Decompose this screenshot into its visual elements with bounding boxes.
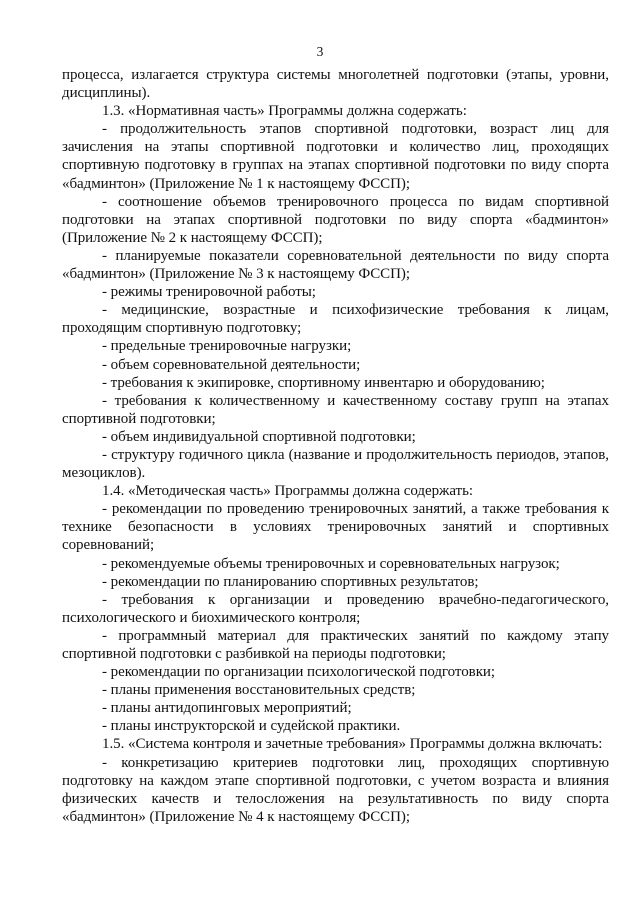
section-heading-1-3: 1.3. «Нормативная часть» Программы должна содержать: [102,103,467,120]
list-item: - планы инструкторской и судейской практики. [102,718,401,735]
list-item: - требования к количественному и качественному составу групп на этапах спортивной подготовки; [62,392,609,427]
page-number: 3 [316,44,324,59]
list-item: - программный материал для практических занятий по каждому этапу спортивной подготовки с разбивкой на периоды подготовки; [62,627,609,662]
list-item: - продолжительность этапов спортивной подготовки, возраст лиц для зачисления на этапы спортивной подготовки и количество лиц, проходящих спортивную подготовку в группах на этапах спортивной подготовки по виду спорта «бадминтон» (Приложение № 1 к настоящему ФССП); [62,121,609,192]
list-item: - конкретизацию критериев подготовки лиц, проходящих спортивную подготовку на каждом этапе спортивной подготовки, с учетом возраста и влияния физических качеств и телосложения на результативность по виду спорта «бадминтон» (Приложение № 4 к настоящему ФССП); [62,754,609,825]
list-item: - предельные тренировочные нагрузки; [102,338,352,355]
paragraph-continuation: процесса, излагается структура системы многолетней подготовки (этапы, уровни, дисциплины). [62,67,609,102]
section-heading-1-5: 1.5. «Система контроля и зачетные требования» Программы должна включать: [102,736,603,753]
list-item: - планы антидопинговых мероприятий; [102,700,352,717]
list-item: - режимы тренировочной работы; [102,284,316,301]
list-item: - требования к организации и проведению врачебно-педагогического, психологического и биохимического контроля; [62,591,609,626]
document-body [62,66,609,826]
list-item: - медицинские, возрастные и психофизические требования к лицам, проходящим спортивную подготовку; [62,302,609,337]
list-item: - планируемые показатели соревновательной деятельности по виду спорта «бадминтон» (Приложение № 3 к настоящему ФССП); [62,247,609,283]
list-item: - рекомендуемые объемы тренировочных и соревновательных нагрузок; [102,555,560,572]
list-item: - структуру годичного цикла (название и продолжительность периодов, этапов, мезоциклов). [62,446,609,482]
section-heading-1-4: 1.4. «Методическая часть» Программы должна содержать: [102,483,473,500]
list-item: - рекомендации по планированию спортивных результатов; [102,573,479,590]
list-item: - рекомендации по проведению тренировочных занятий, а также требования к технике безопасности в условиях тренировочных занятий и спортивных соревнований; [62,501,609,554]
list-item: - планы применения восстановительных средств; [102,682,416,699]
list-item: - объем соревновательной деятельности; [102,356,361,373]
list-item: - рекомендации по организации психологической подготовки; [102,664,496,681]
list-item: - объем индивидуальной спортивной подготовки; [102,428,416,445]
list-item: - требования к экипировке, спортивному инвентарю и оборудованию; [102,374,545,391]
list-item: - соотношение объемов тренировочного процесса по видам спортивной подготовки на этапах спортивной подготовки по виду спорта «бадминтон» (Приложение № 2 к настоящему ФССП); [62,193,609,246]
